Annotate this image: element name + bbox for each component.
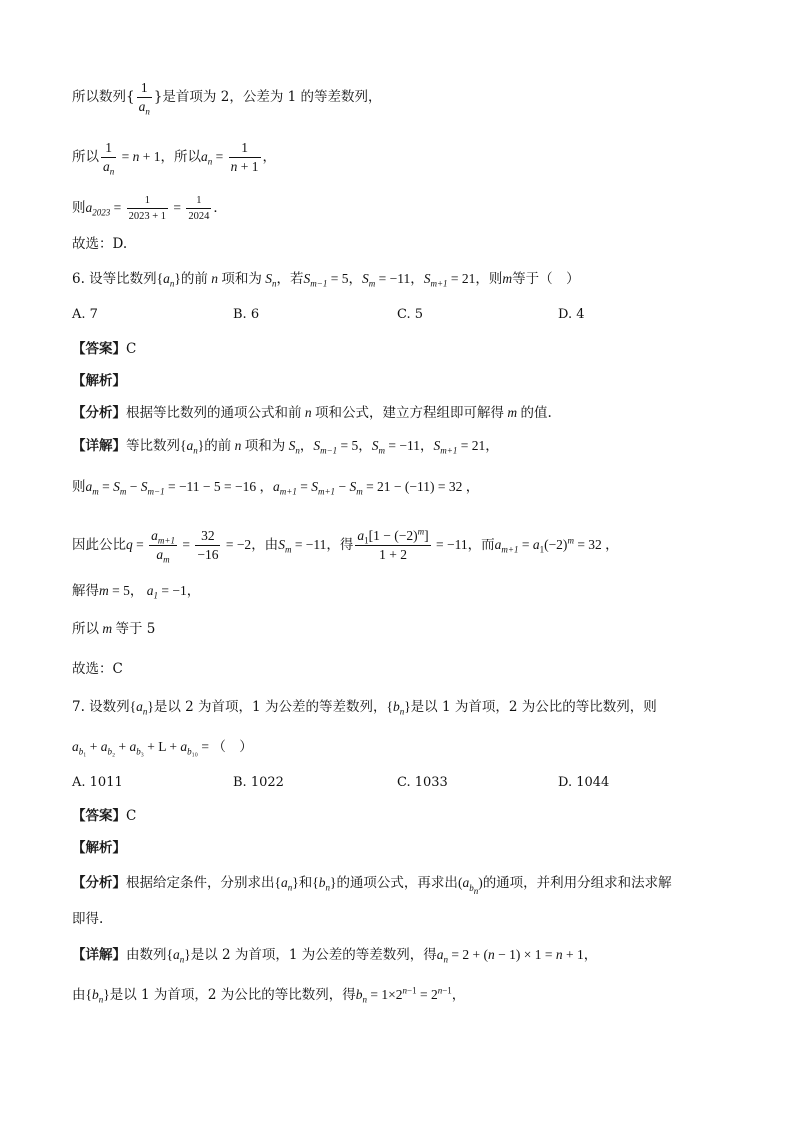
text: 【详解】 xyxy=(72,947,126,963)
text: 【分析】 xyxy=(72,405,126,421)
fraction: $\frac{32}{-16}$ xyxy=(197,528,219,562)
option-c: C. 5 xyxy=(397,307,424,322)
fraction: $\frac{a_{m+1}}{a_m}$ xyxy=(151,528,175,565)
option-a: A. 7 xyxy=(72,307,98,322)
question-7-expr: $a_{b_1} + a_{b_2} + a_{b_3} + L + a_{b_{10}}$ = （ ） xyxy=(72,739,253,757)
fenxi-7: 【分析】根据给定条件，分别求出$\{a_n\}$和$\{b_n\}$的通项公式，再求出$(a_{b_n})$的通项，并利用分组求和法求解 xyxy=(72,875,672,896)
text: 和 xyxy=(298,875,313,891)
fraction: $\frac{1}{a_n}$ xyxy=(138,80,150,117)
text: ． xyxy=(213,200,227,216)
fraction: $\frac{1}{2023 + 1}$ xyxy=(128,195,167,222)
text: ，若 xyxy=(276,271,304,287)
line-2: 所以 $\frac{1}{a_n}$ = n + 1，所以$a_n$ = $\frac{1}{n + 1}$ ， xyxy=(72,140,276,177)
fenxi-6: 【分析】根据等比数列的通项公式和前 n 项和公式，建立方程组即可解得 m 的值. xyxy=(72,405,552,421)
option-d: D. 1044 xyxy=(558,775,610,790)
text: 解得 xyxy=(72,583,99,599)
text: }是首项为 2，公差为 1 的等差数列， xyxy=(153,89,382,105)
answer-value: C xyxy=(126,341,137,357)
q6-line-2: 则$a_m = S_m - S_{m-1} = -11 - 5 = -16$ ，$a_{m+1} = S_{m+1} - S_m = 21 - (-11) = 32$ ， xyxy=(72,479,480,497)
text: 等于 5 xyxy=(115,621,156,637)
text: 根据等比数列的通项公式和前 xyxy=(126,405,302,421)
fraction: $\frac{a_1[1 - (-2)^m]}{1 + 2}$ xyxy=(357,526,429,562)
option-d: D. 4 xyxy=(558,307,585,322)
fraction: $\frac{1}{2024}$ xyxy=(188,195,210,222)
text: 是以 1 为首项，2 为公比的等比数列，得 xyxy=(109,987,356,1003)
option-b: B. 1022 xyxy=(233,775,284,790)
text: 等比数列 xyxy=(126,438,180,454)
choice-line: 故选：D. xyxy=(72,236,128,252)
q6-choice: 故选：C xyxy=(72,661,123,677)
q6-line-3: 因此公比q = $\frac{a_{m+1}}{a_m}$ = $\frac{32}{-16}$ = −2，由$S_m = -11$，得 $\frac{a_1[1 - (-2)^m]}{1 + 2}$ = −11，而$a_{m+1} = a_1(-2)^m = 32$ ， xyxy=(72,526,619,565)
text: 是以 2 为首项，1 为公差的等差数列， xyxy=(153,699,387,715)
text: 等于（ ） xyxy=(512,271,580,287)
q6-line-4: 解得m = 5， $a_1 = -1$， xyxy=(72,583,201,601)
xiangjie-6: 【详解】等比数列$\{a_n\}$的前 n 项和为 $S_n$，$S_{m-1} = 5$，$S_m = -11$，$S_{m+1} = 21$， xyxy=(72,438,499,456)
text: 是以 1 为首项，2 为公比的等比数列，则 xyxy=(410,699,657,715)
line-1 xyxy=(72,80,382,115)
text: ，由 xyxy=(251,537,279,553)
answer-6 xyxy=(72,340,136,358)
text: 【解析】 xyxy=(72,840,126,856)
text: 项和为 xyxy=(244,438,286,454)
text: 项和为 xyxy=(221,271,262,287)
answer-value: C xyxy=(126,808,137,824)
analysis-label-7 xyxy=(72,839,126,857)
question-6: 6. 设等比数列$\{a_n\}$的前 n 项和为 $S_n$，若$S_{m-1} = 5$，$S_m = -11$，$S_{m+1} = 21$，则m等于（ ） xyxy=(72,271,580,289)
text: 6. 设等比数列 xyxy=(72,271,157,287)
option-b: B. 6 xyxy=(233,307,260,322)
text: 的通项公式，再求出 xyxy=(336,875,458,891)
text: 所以 xyxy=(72,149,99,165)
text: 7. 设数列 xyxy=(72,699,130,715)
answer-label: 【答案】 xyxy=(72,808,126,824)
text: 的前 xyxy=(180,271,208,287)
q6-line-5: 所以 m 等于 5 xyxy=(72,621,156,637)
text: 因此公比 xyxy=(72,537,126,553)
text: 是以 2 为首项，1 为公差的等差数列，得 xyxy=(190,947,437,963)
option-a: A. 1011 xyxy=(72,775,123,790)
answer-7 xyxy=(72,807,136,825)
answer-label: 【答案】 xyxy=(72,341,126,357)
text: ，则 xyxy=(475,271,503,287)
line-3: 则$a_{2023}$ = $\frac{1}{2023 + 1}$ = $\frac{1}{2024}$ ． xyxy=(72,195,227,222)
text: 的前 xyxy=(204,438,232,454)
text: 的值. xyxy=(520,405,552,421)
text: ，而 xyxy=(467,537,495,553)
fraction: $\frac{1}{a_n}$ xyxy=(103,140,115,177)
text: 由数列 xyxy=(126,947,167,963)
text: ， xyxy=(262,149,276,165)
fraction: $\frac{1}{n + 1}$ xyxy=(230,140,259,174)
text: 【解析】 xyxy=(72,373,126,389)
xiangjie-7-2: 由$\{b_n\}$是以 1 为首项，2 为公比的等比数列，得$b_n = 1\times 2^{n-1} = 2^{n-1}$， xyxy=(72,985,466,1005)
text: 则 xyxy=(72,200,86,216)
xiangjie-7: 【详解】由数列$\{a_n\}$是以 2 为首项，1 为公差的等差数列，得$a_n = 2 + (n - 1) \times 1 = n + 1$， xyxy=(72,947,598,965)
question-7: 7. 设数列$\{a_n\}$是以 2 为首项，1 为公差的等差数列，$\{b_n\}$是以 1 为首项，2 为公比的等比数列，则 xyxy=(72,699,657,717)
fenxi-7-cont: 即得. xyxy=(72,911,104,927)
analysis-label-6 xyxy=(72,372,126,390)
text: 由 xyxy=(72,987,86,1003)
text: 根据给定条件，分别求出 xyxy=(126,875,275,891)
text: 【详解】 xyxy=(72,438,126,454)
text: 的通项，并利用分组求和法求解 xyxy=(482,875,672,891)
text: 项和公式，建立方程组即可解得 xyxy=(315,405,504,421)
text: 则 xyxy=(72,479,86,495)
text: 所以 xyxy=(72,621,99,637)
text: ，得 xyxy=(326,537,354,553)
text: （ ） xyxy=(212,739,253,755)
text: 所以数列{ xyxy=(72,89,135,105)
text: 【分析】 xyxy=(72,875,126,891)
text: ，所以 xyxy=(160,149,201,165)
option-c: C. 1033 xyxy=(397,775,448,790)
